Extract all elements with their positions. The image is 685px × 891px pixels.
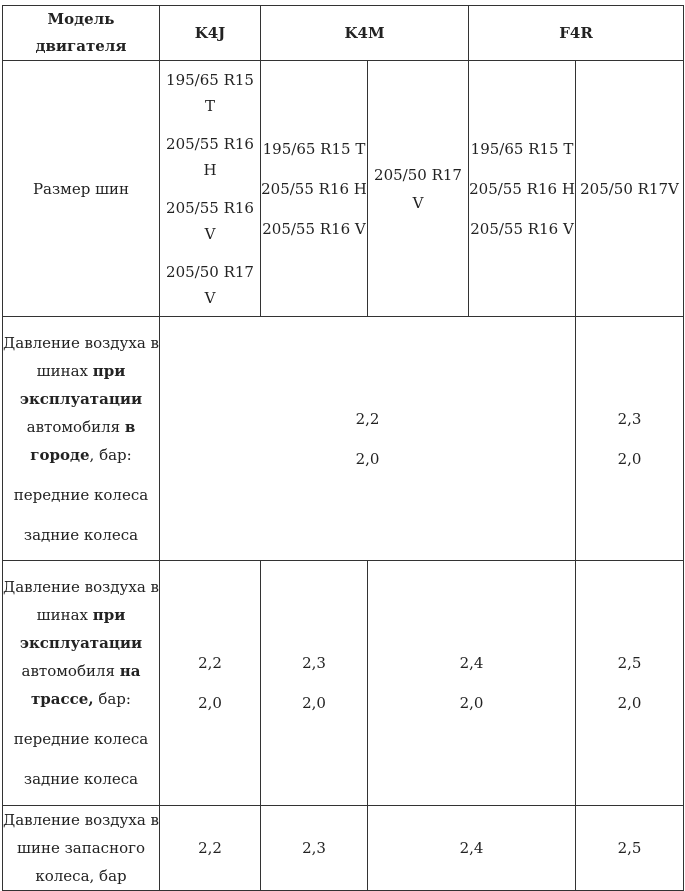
city-pressure-row	[3, 317, 684, 561]
tire-size-value: 195/65 R15 T	[470, 139, 574, 158]
tire-pressure-table	[2, 5, 684, 891]
city-f4r-front-value: 2,3	[617, 409, 642, 428]
spare-mid: 2,4	[368, 806, 576, 891]
label-text: Давление воздуха в шинах	[3, 333, 159, 380]
highway-front-value: 2,2	[198, 654, 222, 672]
tire-size-f4r-a	[469, 61, 576, 317]
header-k4j: K4J	[160, 6, 261, 61]
header-k4m: K4M	[261, 6, 469, 61]
highway-rear-value: 2,0	[302, 694, 326, 712]
label-bold: при эксплуатации	[19, 361, 143, 408]
highway-rear-value: 2,0	[617, 694, 642, 712]
highway-k4j	[160, 561, 261, 806]
highway-rear-value: 2,0	[459, 694, 484, 712]
spare-pressure-label: Давление воздуха в шине запасного колеса, бар	[3, 806, 160, 891]
highway-f4r	[576, 561, 684, 806]
rear-wheels-label: задние колеса	[23, 525, 139, 544]
tire-size-value: 195/65 R15 T	[262, 139, 366, 158]
highway-mid	[368, 561, 576, 806]
tire-size-label: Размер шин	[3, 61, 160, 317]
label-bold: при эксплуатации	[19, 606, 143, 652]
label-text: Давление воздуха в шинах	[3, 578, 159, 624]
highway-front-value: 2,4	[459, 654, 484, 672]
front-wheels-label: передние колеса	[13, 485, 149, 504]
highway-k4m	[261, 561, 368, 806]
city-pressure-label	[3, 317, 160, 561]
tire-size-k4m-b: 205/50 R17 V	[368, 61, 469, 317]
header-model: Модель двигателя	[3, 6, 160, 61]
tire-size-f4r-b: 205/50 R17V	[576, 61, 684, 317]
tire-size-k4m-a	[261, 61, 368, 317]
tire-size-value: 205/55 R16 V	[166, 198, 254, 243]
tire-size-value: 195/65 R15 T	[166, 70, 254, 115]
tire-size-k4j	[160, 61, 261, 317]
spare-pressure-row	[3, 806, 684, 891]
label-bold: в городе	[30, 417, 136, 464]
tire-size-value: 205/55 R16 H	[261, 179, 367, 198]
label-text: бар:	[93, 690, 131, 708]
label-text: автомобиля	[21, 662, 120, 680]
city-pressure-main	[160, 317, 576, 561]
header-row	[3, 6, 684, 61]
rear-wheels-label: задние колеса	[23, 770, 139, 788]
highway-rear-value: 2,0	[198, 694, 222, 712]
highway-pressure-label	[3, 561, 160, 806]
label-bold: на трассе,	[31, 662, 141, 708]
spare-f4r: 2,5	[576, 806, 684, 891]
tire-size-value: 205/55 R16 V	[470, 219, 574, 238]
city-pressure-f4r	[576, 317, 684, 561]
label-text: автомобиля	[26, 417, 125, 436]
highway-pressure-row	[3, 561, 684, 806]
tire-size-row	[3, 61, 684, 317]
highway-front-value: 2,3	[302, 654, 326, 672]
tire-size-value: 205/55 R16 V	[262, 219, 366, 238]
spare-k4m: 2,3	[261, 806, 368, 891]
header-f4r: F4R	[469, 6, 684, 61]
tire-size-value: 205/55 R16 H	[469, 179, 575, 198]
label-text: , бар:	[89, 445, 132, 464]
city-rear-value: 2,0	[355, 449, 380, 468]
spare-k4j: 2,2	[160, 806, 261, 891]
city-f4r-rear-value: 2,0	[617, 449, 642, 468]
tire-size-value: 205/50 R17 V	[166, 262, 254, 307]
city-front-value: 2,2	[355, 409, 380, 428]
highway-front-value: 2,5	[617, 654, 642, 672]
front-wheels-label: передние колеса	[13, 730, 149, 748]
tire-size-value: 205/55 R16 H	[166, 134, 254, 179]
